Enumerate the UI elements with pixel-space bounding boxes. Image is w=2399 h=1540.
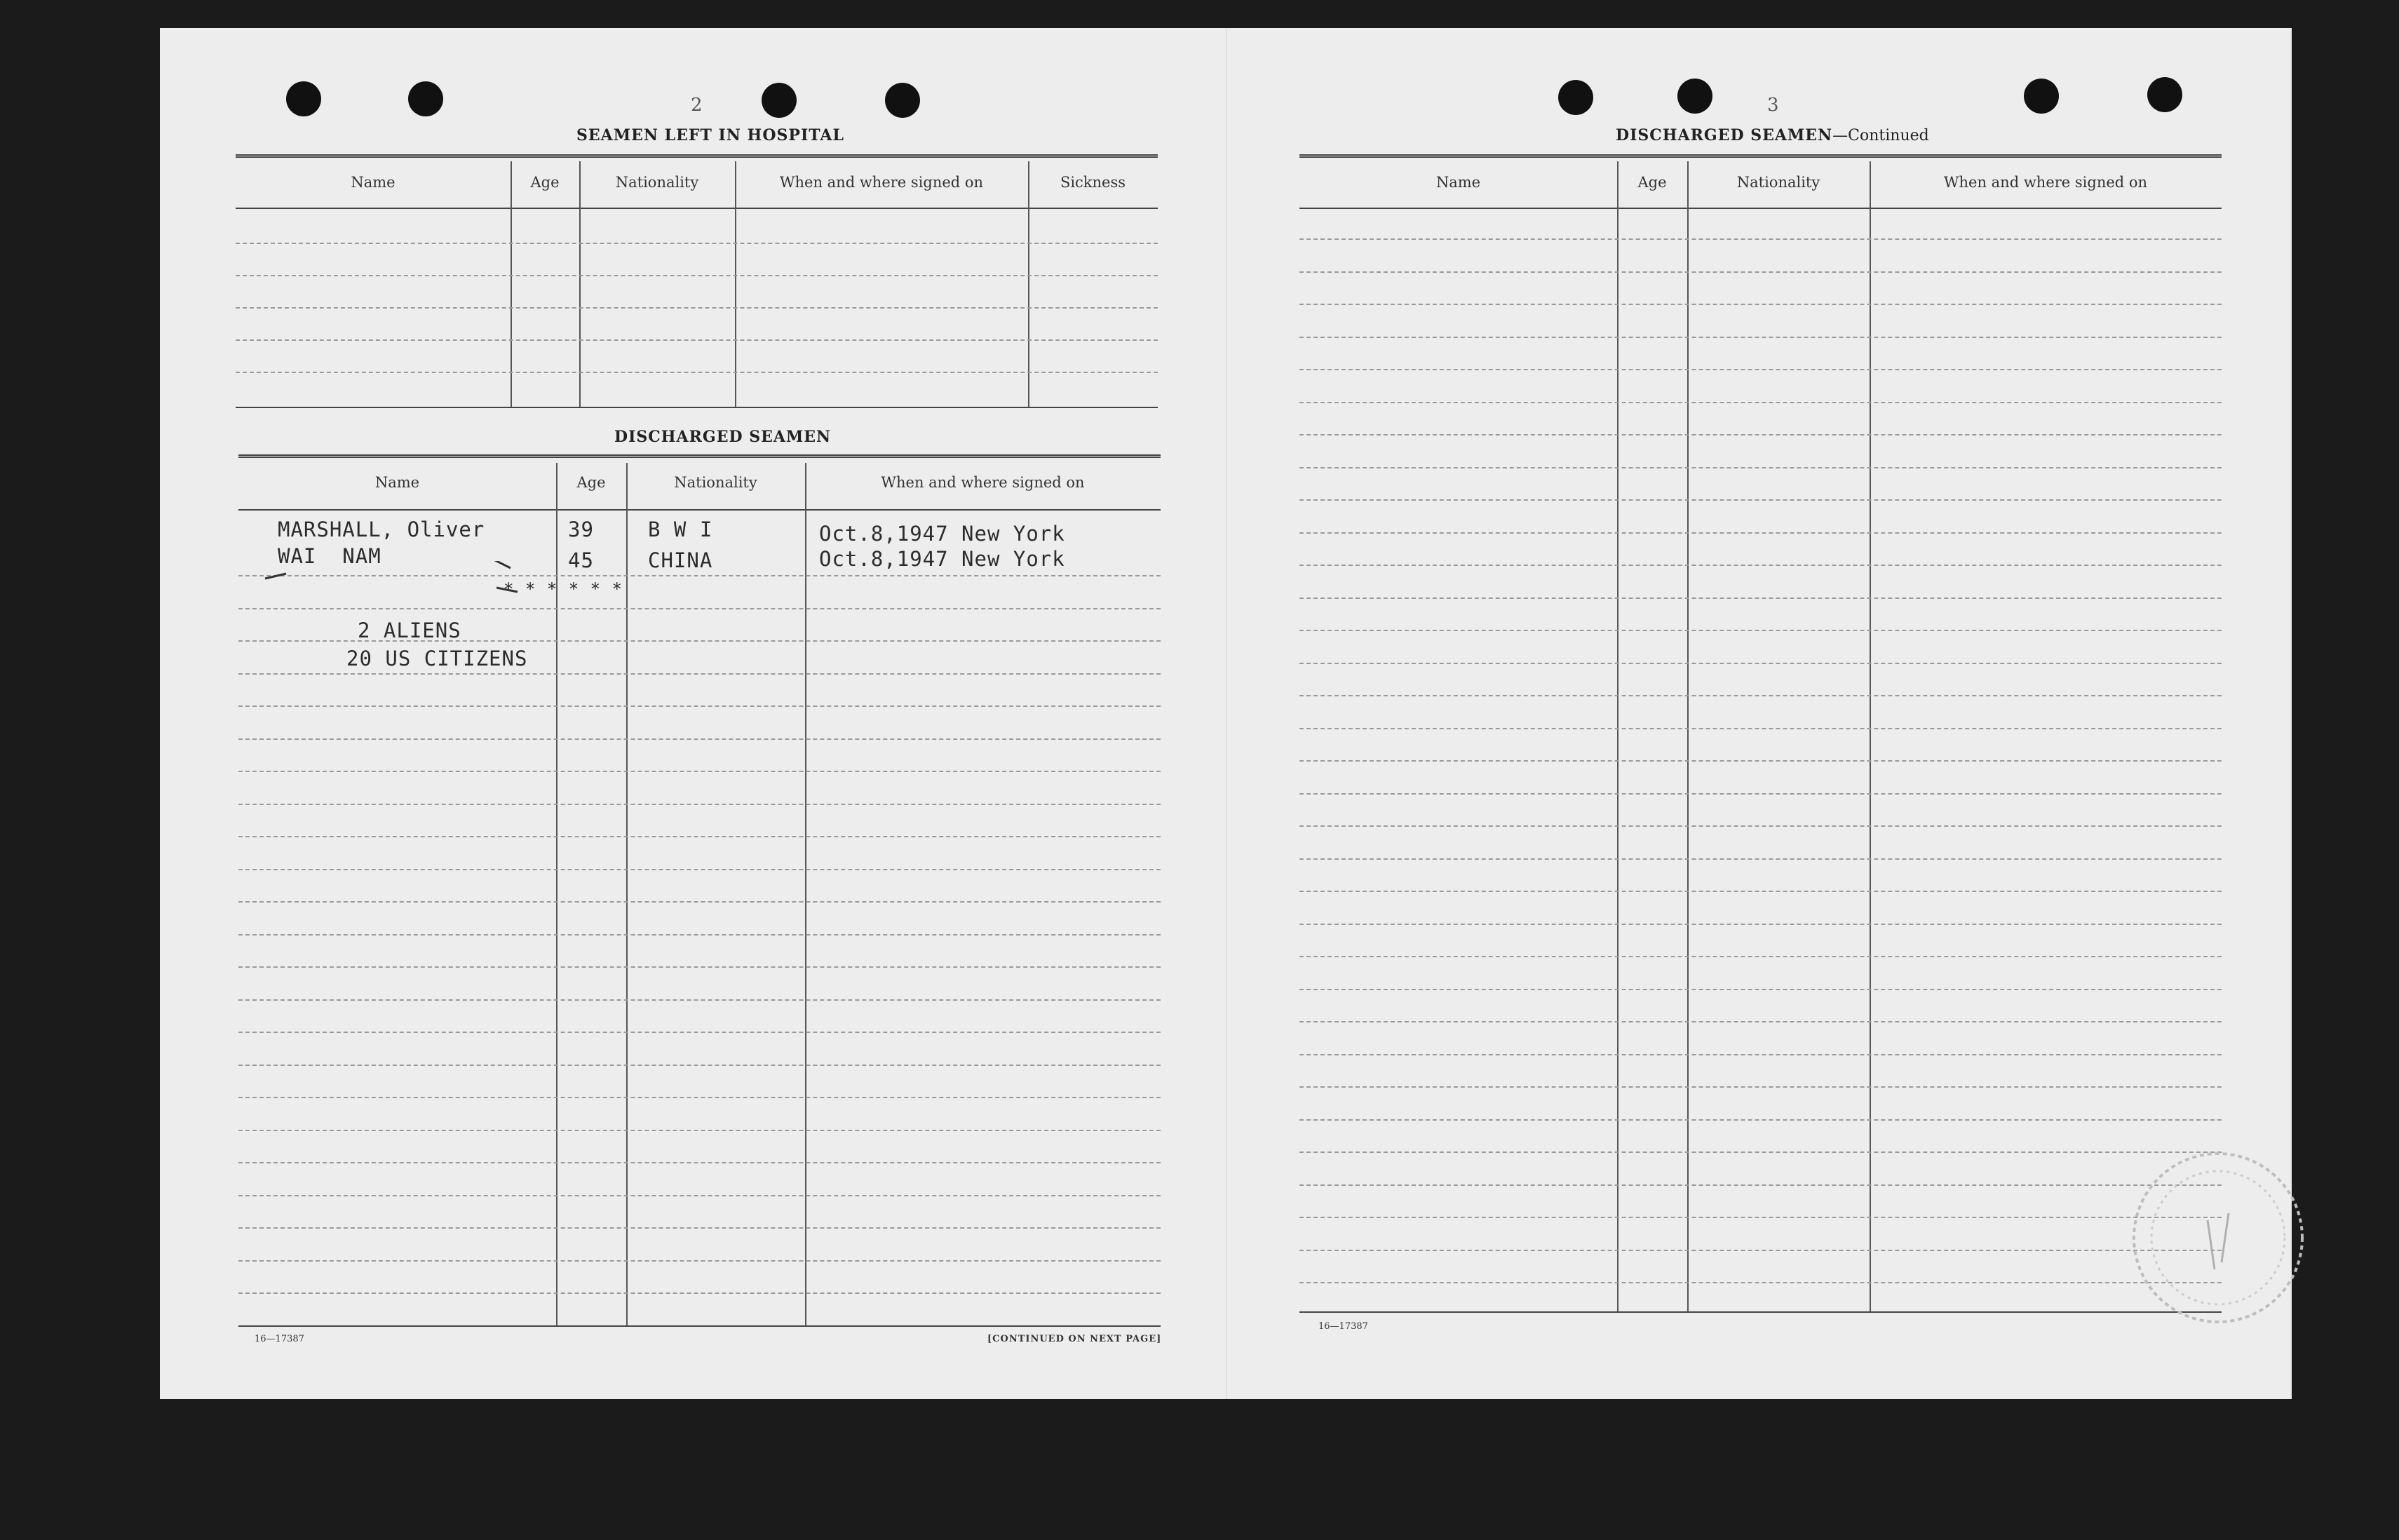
row-line (1299, 1086, 2222, 1088)
right-page-number: 3 (1767, 95, 1779, 116)
discharged-col-divider (805, 463, 806, 1325)
seaman-age: 39 (568, 518, 594, 541)
row-line (238, 999, 1161, 1001)
hospital-table-bottom-rule (236, 407, 1158, 408)
right-col-name: Name (1435, 174, 1481, 191)
separator-asterisks: * * * * * * (504, 579, 623, 599)
row-line (1299, 891, 2222, 892)
row-line (1299, 304, 2222, 305)
hospital-col-divider (735, 161, 736, 407)
row-line (238, 608, 1161, 609)
punch-hole (1677, 79, 1712, 114)
row-line (1299, 1282, 2222, 1283)
row-line (1299, 989, 2222, 990)
discharged-col-signed-on: When and where signed on (881, 474, 1085, 491)
punch-hole (286, 81, 321, 116)
row-line (238, 804, 1161, 805)
right-col-divider (1870, 161, 1871, 1311)
row-line (1299, 1021, 2222, 1022)
page-fold (1226, 28, 1227, 1399)
row-line (238, 1130, 1161, 1131)
hospital-col-divider (1028, 161, 1029, 407)
row-line (1299, 532, 2222, 534)
hospital-col-divider (511, 161, 512, 407)
hospital-col-signed-on: When and where signed on (779, 174, 984, 191)
discharged-header-rule (238, 509, 1161, 511)
row-line (1299, 1184, 2222, 1186)
hospital-col-divider (579, 161, 581, 407)
row-line (1299, 238, 2222, 240)
discharged-col-nationality: Nationality (674, 474, 757, 491)
left-form-number: 16—17387 (255, 1334, 304, 1344)
hospital-col-name: Name (351, 174, 396, 191)
right-table-top-rule (1299, 154, 2222, 160)
right-col-signed-on: When and where signed on (1943, 174, 2148, 191)
hospital-col-nationality: Nationality (615, 174, 699, 191)
right-col-age: Age (1637, 174, 1667, 191)
hospital-row-line (236, 339, 1158, 341)
row-line (238, 705, 1161, 707)
right-col-divider (1617, 161, 1619, 1311)
row-line (1299, 1217, 2222, 1218)
punch-hole (408, 81, 443, 116)
row-line (238, 1032, 1161, 1033)
row-line (238, 1227, 1161, 1229)
seaman-nationality: CHINA (648, 548, 713, 572)
hospital-header-rule (236, 208, 1158, 209)
row-line (238, 1065, 1161, 1066)
row-line (238, 869, 1161, 870)
row-line (1299, 597, 2222, 599)
right-section-title (1616, 126, 1929, 144)
hospital-table-top-rule (236, 154, 1158, 160)
punch-hole (2024, 79, 2059, 114)
hospital-col-age: Age (530, 174, 560, 191)
right-header-rule (1299, 208, 2222, 209)
hospital-row-line (236, 307, 1158, 309)
left-page-number: 2 (691, 95, 703, 116)
row-line (238, 1097, 1161, 1098)
hospital-row-line (236, 275, 1158, 276)
row-line (1299, 924, 2222, 925)
row-line (1299, 793, 2222, 795)
seaman-nationality: B W I (648, 518, 713, 541)
row-line (1299, 402, 2222, 403)
right-col-nationality: Nationality (1736, 174, 1820, 191)
row-line (1299, 467, 2222, 468)
hospital-row-line (236, 372, 1158, 373)
aliens-total: 2 ALIENS (358, 619, 461, 642)
row-line (238, 966, 1161, 968)
row-line (1299, 369, 2222, 370)
punch-hole (885, 83, 920, 118)
seaman-signed-on: Oct.8,1947 New York (819, 547, 1065, 571)
discharged-col-age: Age (576, 474, 606, 491)
row-line (238, 901, 1161, 903)
right-col-divider (1687, 161, 1689, 1311)
row-line (1299, 630, 2222, 631)
seaman-age: 45 (568, 548, 594, 572)
row-line (238, 738, 1161, 740)
seaman-name: MARSHALL, Oliver (278, 518, 485, 541)
punch-hole (2147, 77, 2182, 112)
citizens-total: 20 US CITIZENS (346, 647, 528, 670)
right-section-title-main: DISCHARGED SEAMEN (1616, 126, 1833, 144)
row-line (238, 1292, 1161, 1294)
right-table-bottom-rule (1299, 1311, 2222, 1313)
continued-note: [CONTINUED ON NEXT PAGE] (987, 1334, 1162, 1344)
row-line (238, 1162, 1161, 1163)
punch-hole (762, 83, 797, 118)
hospital-col-sickness: Sickness (1060, 174, 1126, 191)
discharged-section-title: DISCHARGED SEAMEN (614, 428, 832, 446)
row-line (238, 673, 1161, 675)
hospital-row-line (236, 243, 1158, 244)
discharged-table-bottom-rule (238, 1325, 1161, 1327)
row-line (1299, 695, 2222, 696)
right-section-title-suffix: —Continued (1832, 127, 1929, 144)
right-form-number: 16—17387 (1318, 1321, 1368, 1332)
row-line (1299, 1054, 2222, 1055)
seaman-name: WAI NAM (278, 544, 381, 568)
row-line (1299, 1250, 2222, 1251)
row-line (1299, 271, 2222, 273)
document-sheet (160, 28, 2292, 1399)
row-line (1299, 337, 2222, 338)
discharged-table-top-rule (238, 454, 1161, 460)
row-line (1299, 663, 2222, 664)
row-line (1299, 499, 2222, 501)
row-line (238, 1195, 1161, 1196)
row-line (238, 836, 1161, 837)
row-line (1299, 565, 2222, 566)
row-line (238, 771, 1161, 772)
row-line (1299, 858, 2222, 860)
row-line (238, 1260, 1161, 1262)
seaman-signed-on: Oct.8,1947 New York (819, 522, 1065, 546)
row-line (1299, 1151, 2222, 1153)
tick-marks (258, 561, 693, 603)
row-line (1299, 1119, 2222, 1121)
row-line (1299, 760, 2222, 762)
punch-hole (1558, 80, 1593, 115)
row-line (1299, 434, 2222, 435)
ink-stamp (2123, 1143, 2313, 1332)
row-line (238, 934, 1161, 936)
row-line (1299, 956, 2222, 957)
hospital-section-title: SEAMEN LEFT IN HOSPITAL (576, 126, 844, 144)
row-line (1299, 728, 2222, 729)
discharged-col-name: Name (374, 474, 420, 491)
row-line (1299, 825, 2222, 827)
